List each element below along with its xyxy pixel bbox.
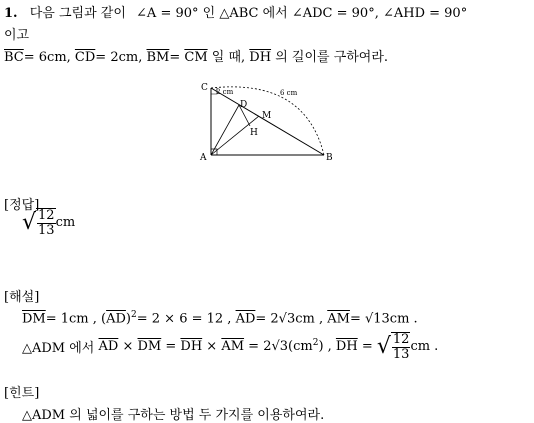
answer-denominator: 13: [38, 222, 55, 238]
sol2-dh: $\overline{DH}$: [180, 339, 203, 355]
problem-number: 1.: [4, 6, 18, 21]
problem-line-2: 이고: [4, 28, 30, 43]
answer-fraction: [37, 209, 56, 237]
hint-label: [힌트]: [4, 386, 40, 401]
label-b: B: [326, 153, 333, 163]
sol2-ad: $\overline{AD}$: [98, 339, 119, 355]
side-cb: [211, 88, 324, 155]
label-a: A: [200, 153, 207, 163]
sol2-dh-2: $\overline{DH}$: [335, 339, 358, 355]
sol1-p3: = 2 × 6 = 12 ,: [136, 311, 236, 327]
sol1-p4: = 2√3cm ,: [255, 311, 328, 327]
solution-line-2: [22, 332, 438, 361]
hint-text: △ADM 의 넓이를 구하는 방법 두 가지를 이용하여라.: [22, 408, 325, 423]
sol2-fraction: [392, 333, 411, 361]
sol2-radicand: [391, 332, 411, 361]
label-d: D: [240, 100, 248, 110]
problem-text-math: ∠A = 90° 인 △ABC 에서 ∠ADC = 90°, ∠AHD = 90°: [136, 6, 468, 21]
sol-ad: $\overline{AD}$: [106, 311, 126, 327]
sol-am: $\overline{AM}$: [327, 311, 350, 327]
sol2-sup: 2: [312, 337, 319, 348]
sol2-p3: =: [161, 339, 181, 355]
seg-bc: $\overline{BC}$: [4, 50, 24, 65]
sol2-p7: =: [357, 339, 377, 355]
seg-ad-line: [211, 105, 239, 155]
length-cb: 6 cm: [280, 89, 298, 97]
sol2-p2: ×: [118, 339, 138, 355]
answer-value: [22, 208, 75, 237]
sol2-am: $\overline{AM}$: [221, 339, 245, 355]
text-c: =: [169, 50, 185, 65]
answer-label: [정답]: [4, 198, 40, 213]
sol2-p6: ) ,: [318, 339, 336, 355]
seg-bm: $\overline{BM}$: [146, 50, 170, 65]
seg-dh: $\overline{DH}$: [249, 50, 272, 65]
text-d: 일 때,: [207, 50, 250, 65]
sol2-p8: cm .: [410, 339, 439, 355]
sol2-p5: = 2√3(cm: [244, 339, 313, 355]
sol2-p1: △ADM 에서: [22, 341, 99, 357]
seg-cd: $\overline{CD}$: [74, 50, 96, 65]
sol-dm: $\overline{DM}$: [22, 311, 46, 327]
sol1-p2: ): [125, 311, 131, 327]
answer-radical: [22, 208, 56, 237]
sol-ad-2: $\overline{AD}$: [235, 311, 256, 327]
label-c: C: [201, 83, 208, 93]
sol1-p5: = √13cm .: [349, 311, 418, 327]
text-b: = 2cm,: [95, 50, 147, 65]
radicand: [36, 208, 56, 237]
sol2-dm: $\overline{DM}$: [137, 339, 162, 355]
label-m: M: [262, 111, 272, 121]
radical-sign-icon: √: [376, 334, 391, 360]
sol1-sup: 2: [131, 310, 137, 320]
radical-sign-icon: √: [22, 210, 37, 236]
seg-cm: $\overline{CM}$: [184, 50, 208, 65]
label-h: H: [250, 128, 258, 138]
sol2-p4: ×: [202, 339, 222, 355]
sol2-radical: [377, 332, 411, 361]
problem-text-korean: 다음 그림과 같이: [29, 6, 126, 21]
sol2-denominator: 13: [392, 346, 410, 362]
answer-unit: cm: [55, 215, 76, 231]
solution-line-1: [22, 310, 418, 326]
problem-line-3: [4, 46, 388, 65]
length-cd: 2 cm: [216, 88, 234, 96]
text-a: = 6cm,: [23, 50, 75, 65]
sol1-p1: = 1cm , (: [45, 311, 107, 327]
problem-line-1: [4, 2, 467, 21]
solution-label: [해설]: [4, 290, 40, 305]
answer-numerator: 12: [38, 208, 55, 223]
text-e: 의 길이를 구하여라.: [271, 50, 389, 65]
triangle-figure: [195, 78, 345, 168]
sol2-numerator: 12: [392, 332, 410, 347]
